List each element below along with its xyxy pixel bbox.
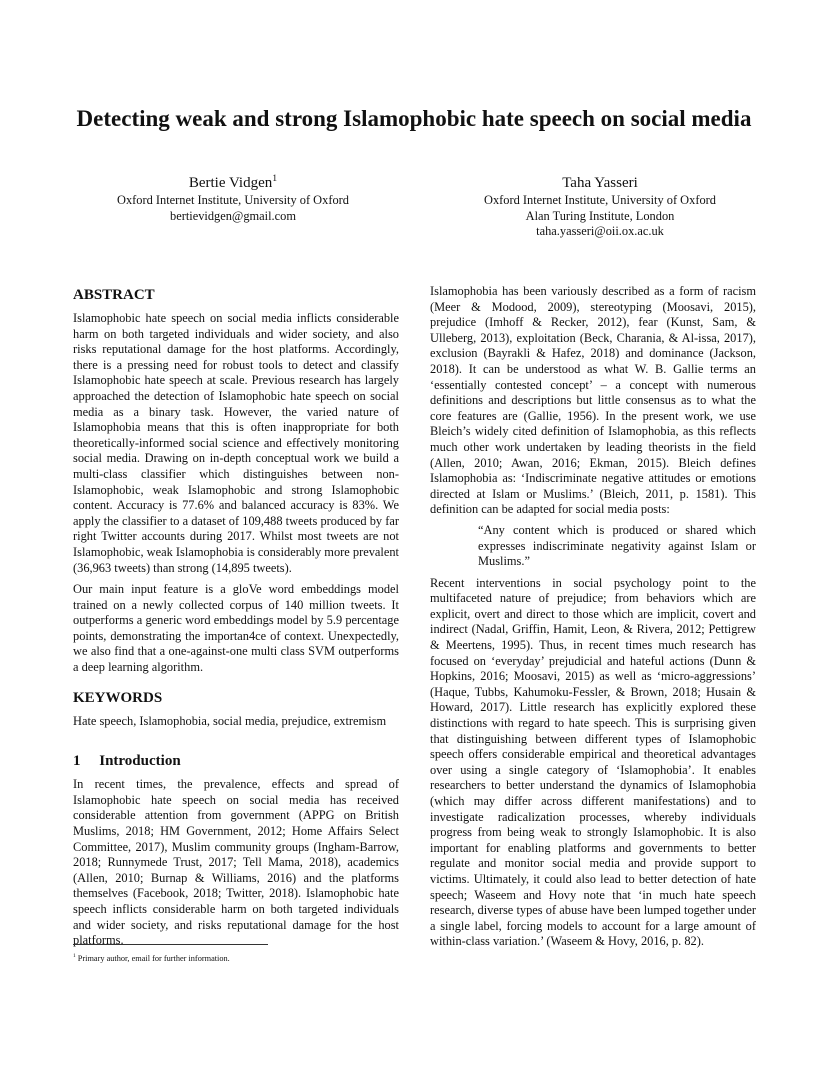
footnote [73,953,230,964]
author-name: Taha Yasseri [562,175,638,191]
author-block-2 [440,173,760,240]
author-email: bertievidgen@gmail.com [170,208,296,223]
author-affiliation: Oxford Internet Institute, University of Oxford [117,193,349,207]
author-affiliation: Oxford Internet Institute, University of Oxford [484,193,716,207]
right-column [430,284,756,950]
author-email: taha.yasseri@oii.ox.ac.uk [536,224,664,238]
footnote-number: 1 [73,953,76,960]
abstract-paragraph-2: Our main input feature is a gloVe word embeddings model trained on a newly collected corpus of 140 million tweets. It outperforms a generic word embeddings model by 5.9 percentage points, demonstrating the importan4ce of context. Unexpectedly, we also find that a one-against-one multi class SVM outperforms a deep learning algorithm. [73,582,399,675]
author-name [73,173,393,193]
author-affiliation-secondary: Alan Turing Institute, London [525,208,675,223]
body-paragraph: Islamophobia has been variously described as a form of racism (Meer & Modood, 2009), stereotyping (Moosavi, 2015), prejudice (Imhoff & Recker, 2012), fear (Kunst, Sam, & Ulleberg, 2013), exploitation (Beck, Charania, & Al-issa, 2017), exclusion (Bayrakli & Hafez, 2018) and dominance (Jackson, 2018). It can be understood as what W. B. Gallie terms an ‘essentially contested concept’ – a concept with numerous definitions and descriptions but little consensus as to what the core features are (Gallie, 1956). In the present work, we use Bleich’s widely cited definition of Islamophobia, as this reflects much other work undertaken by leading theorists in the field (Allen, 2010; Awan, 2016; Ekman, 2015). Bleich defines Islamophobia as: ‘Indiscriminate negative attitudes or emotions directed at Islam or Muslims.’ (Bleich, 2011, p. 1581). This definition can be adapted for social media posts: [430,284,756,517]
footnote-text: Primary author, email for further information. [77,954,230,963]
abstract-heading: ABSTRACT [73,287,155,303]
footnote-mark: 1 [272,173,278,184]
footnote-rule [73,944,268,945]
abstract-paragraph-1: Islamophobic hate speech on social media inflicts considerable harm on both targeted individuals and wider society, and also risks reputational damage for the host platforms. Accordingly, there is a pressing need for robust tools to detect and classify Islamophobic hate speech at scale. Previous research has largely approached the detection of Islamophobic hate speech on social media as a binary task. However, the varied nature of Islamophobia means that this is often inappropriate for both theoretically-informed social science and effectively monitoring social media. Drawing on in-depth conceptual work we build a multi-class classifier which distinguishes between non-Islamophobic, weak Islamophobic and strong Islamophobic content. Accuracy is 77.6% and balanced accuracy is 83%. We apply the classifier to a dataset of 109,488 tweets produced by far right Twitter accounts during 2017. Whilst most tweets are not Islamophobic, weak Islamophobia is considerably more prevalent (36,963 tweets) than strong (14,895 tweets). [73,311,399,575]
author-name-text: Bertie Vidgen [188,175,273,191]
introduction-paragraph-1: In recent times, the prevalence, effects and spread of Islamophobic hate speech on social media has received considerable attention from government (APPG on British Muslims, 2018; HM Government, 2012; Home Affairs Select Committee, 2017), Muslim community groups (Ingham-Barrow, 2018; Runnymede Trust, 2017; Tell Mama, 2018), academics (Allen, 2010; Burnap & Williams, 2016) and the platforms themselves (Facebook, 2018; Twitter, 2018). Islamophobic hate speech inflicts considerable harm on both targeted individuals and wider society, and risks reputational damage for the host platforms. [73,777,399,948]
body-paragraph: Recent interventions in social psychology point to the multifaceted nature of prejudice; from behaviors which are explicit, overt and direct to those which are implicit, covert and indirect (Nadal, Griffin, Hamit, Leon, & Rivera, 2012; Pettigrew & Meertens, 1995). Thus, in recent times much research has focused on ‘everyday’ prejudicial and hateful actions (Dunn & Hopkins, 2016; Moosavi, 2015) as well as ‘micro-aggressions’ (Haque, Tubbs, Kahumoku-Fessler, & Brown, 2018; Husain & Howard, 2017). Little research has explicitly explored these distinctions with regard to hate speech. This is surprising given that distinguishing between different types of Islamophobic speech offers considerable empirical and theoretical advantages over using a single category of ‘Islamophobia’. It enables researchers to better understand the dynamics of Islamophobia (which may differ across different manifestations) and to investigate radicalization processes, whereby individuals progress from being weak to strongly Islamophobic. It is also important for enabling platforms and governments to better regulate and monitor social media and provide support to victims. Ultimately, it could also lead to better detection of hate speech; Waseem and Hovy note that ‘in much hate speech research, diverse types of abuse have been lumped together under a single label, forcing models to account for a large amount of within-class variation.’ (Waseem & Hovy, 2016, p. 82). [430,575,756,949]
keywords-heading: KEYWORDS [73,689,163,706]
left-column [73,286,399,949]
paper-title: Detecting weak and strong Islamophobic hate speech on social media [76,106,752,131]
author-block-1 [73,173,393,224]
introduction-heading: 1 Introduction [73,753,181,770]
block-quote: “Any content which is produced or shared which expresses indiscriminate negativity against Islam or Muslims.” [478,522,756,569]
keywords-text: Hate speech, Islamophobia, social media, prejudice, extremism [73,713,387,728]
